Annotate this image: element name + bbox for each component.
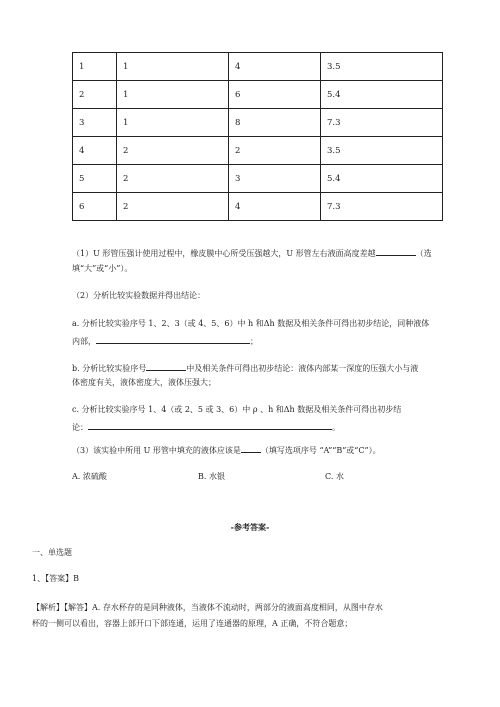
table-cell: 7.3 [321, 193, 443, 221]
table-cell: 3.5 [321, 137, 443, 165]
question-3-suffix: （填写选项序号 “A”“B”或“C”）。 [260, 446, 381, 455]
question-a-prefix: 内部， [72, 337, 96, 346]
question-c-line-2 [72, 420, 340, 434]
table-row [73, 109, 443, 137]
question-b-line-1 [72, 361, 418, 375]
answer-blank [241, 443, 261, 453]
data-table-body [73, 53, 443, 221]
table-row [73, 81, 443, 109]
table-cell: 2 [73, 81, 117, 109]
data-table [72, 52, 443, 221]
analysis-line-1: 【解析】【解答】A. 存水杯存的是同种液体，当液体不流动时，两部分的液面高度相同，从图中存水 [32, 603, 383, 612]
question-a-suffix: ； [250, 337, 258, 346]
answer-key-title: -参考答案- [230, 522, 270, 532]
question-b-suffix: 中及相关条件可得出初步结论：液体内部某一深度的压强大小与液 [186, 364, 419, 373]
answer-blank [376, 246, 416, 256]
table-cell: 5 [73, 165, 117, 193]
table-cell: 2 [117, 193, 229, 221]
question-c-suffix: 。 [332, 423, 340, 432]
table-cell: 7.3 [321, 109, 443, 137]
table-cell: 1 [117, 53, 229, 81]
question-c-line-1: c. 分析比较实验序号 1、4（或 2、5 或 3、6）中 ρ 、h 和Δh 数据及相关条件可得出初步结 [72, 405, 402, 414]
table-cell: 3 [229, 165, 321, 193]
answer-blank [88, 420, 332, 430]
question-a-line-2 [72, 334, 258, 348]
question-2-heading: （2）分析比较实验数据并得出结论： [72, 291, 206, 300]
table-cell: 1 [73, 53, 117, 81]
option-c: C. 水 [325, 472, 344, 481]
table-cell: 4 [229, 193, 321, 221]
table-cell: 5.4 [321, 165, 443, 193]
table-cell: 4 [73, 137, 117, 165]
section-heading: 一、单选题 [32, 548, 72, 557]
question-c-prefix: 论： [72, 423, 88, 432]
table-cell: 4 [229, 53, 321, 81]
question-1-line-1 [72, 246, 432, 260]
table-cell: 6 [73, 193, 117, 221]
question-1-tail: （选 [415, 249, 432, 258]
option-a: A. 浓硫酸 [72, 472, 107, 481]
answer-1: 1、【答案】B [32, 574, 79, 583]
table-cell: 8 [229, 109, 321, 137]
answer-blank [96, 334, 250, 344]
table-cell: 2 [229, 137, 321, 165]
option-b: B. 水银 [198, 472, 225, 481]
question-1-text: （1）U 形管压强计使用过程中，橡皮膜中心所受压强越大，U 形管左右液面高度差越 [72, 249, 376, 258]
table-cell: 1 [117, 81, 229, 109]
answer-blank [146, 361, 186, 371]
table-cell: 3 [73, 109, 117, 137]
table-row [73, 53, 443, 81]
question-a-line-1: a. 分析比较实验序号 1、2、3（或 4、5、6）中 h 和Δh 数据及相关条件可得出初步结论，同种液体 [72, 319, 430, 328]
table-cell: 1 [117, 109, 229, 137]
table-row [73, 193, 443, 221]
question-3-line [72, 443, 381, 457]
table-cell: 3.5 [321, 53, 443, 81]
table-cell: 5.4 [321, 81, 443, 109]
table-cell: 6 [229, 81, 321, 109]
table-cell: 2 [117, 165, 229, 193]
analysis-line-2: 杯的一侧可以看出，容器上部开口下部连通，运用了连通器的原理，A 正确，不符合题意； [32, 619, 353, 628]
question-3-prefix: （3）该实验中所用 U 形管中填充的液体应该是 [72, 446, 241, 455]
question-b-line-2: 体密度有关，液体密度大，液体压强大； [72, 378, 216, 387]
table-row [73, 137, 443, 165]
table-cell: 2 [117, 137, 229, 165]
question-1-line-2: 填“大”或“小”）。 [72, 264, 133, 273]
table-row [73, 165, 443, 193]
question-b-prefix: b. 分析比较实验序号 [72, 364, 147, 373]
